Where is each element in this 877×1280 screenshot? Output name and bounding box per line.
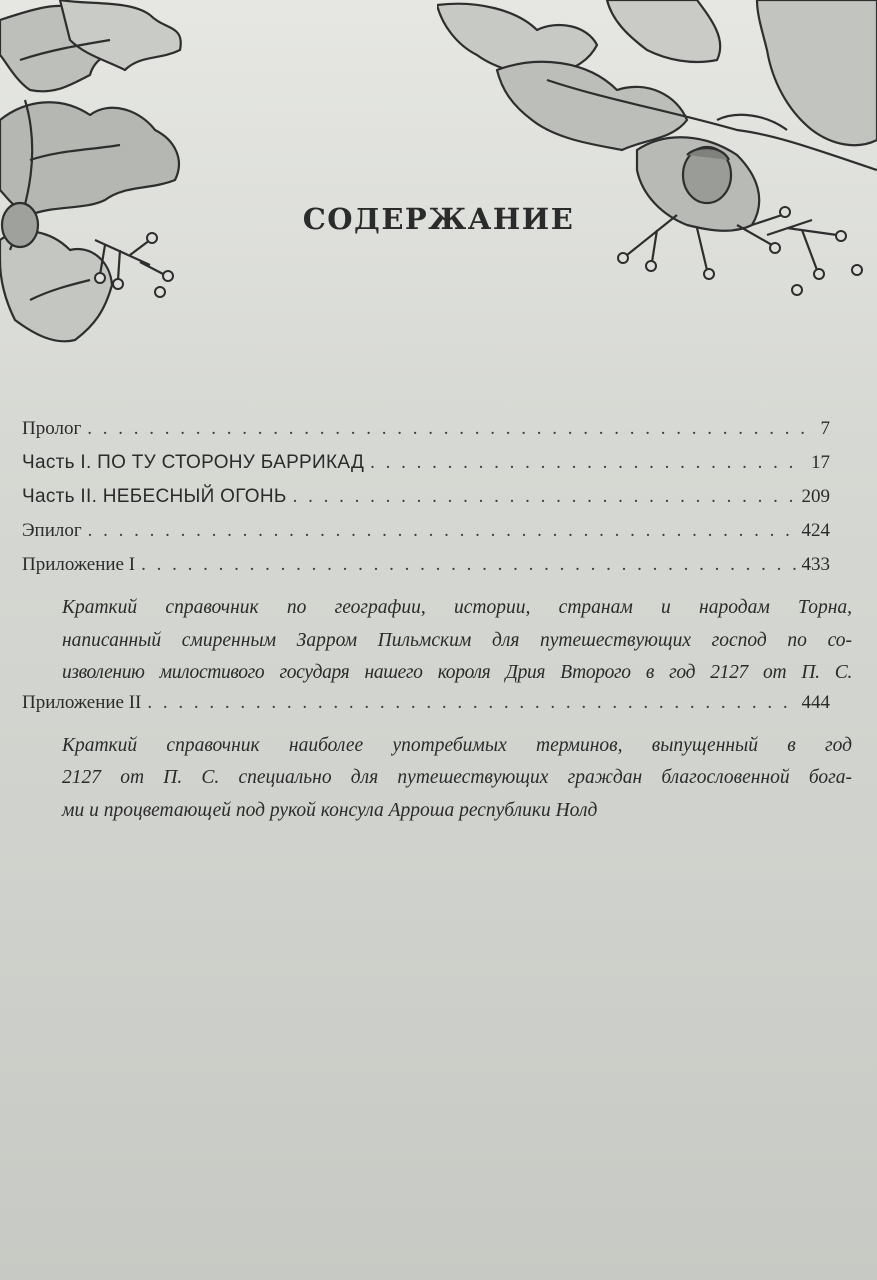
- dot-leader: [141, 554, 795, 576]
- toc-entry-label: Часть II. НЕБЕСНЫЙ ОГОНЬ: [22, 486, 287, 507]
- toc-entry-label: Часть I. ПО ТУ СТОРОНУ БАРРИКАД: [22, 452, 365, 473]
- description-line: написанный смиренным Зарром Пильмским для путешествующих господ по со-: [62, 629, 852, 651]
- toc-entry-appendix-2[interactable]: [22, 692, 830, 726]
- toc-entry-page: 17: [811, 452, 830, 473]
- toc-entry-epilogue[interactable]: [22, 520, 830, 554]
- toc-entry-label: Приложение I: [22, 554, 136, 575]
- oak-leaves-ornament-right: [437, 0, 877, 300]
- dot-leader: [370, 452, 804, 474]
- description-line: изволению милостивого государя нашего короля Дрия Второго в год 2127 от П. С.: [62, 662, 852, 683]
- description-line: ми и процветающей под рукой консула Арроша республики Нолд: [62, 799, 598, 821]
- appendix-2-description: [62, 726, 852, 830]
- oak-leaves-ornament-left: [0, 0, 200, 360]
- description-line: 2127 от П. С. специально для путешествующих граждан благословенной бога-: [62, 767, 852, 788]
- toc-entry-part-2[interactable]: [22, 486, 830, 520]
- toc-entry-part-1[interactable]: [22, 452, 830, 486]
- toc-entry-page: 7: [820, 418, 830, 439]
- table-of-contents: [22, 418, 852, 829]
- toc-entry-page: 433: [801, 554, 830, 575]
- dot-leader: [87, 418, 804, 440]
- toc-entry-page: 444: [801, 691, 830, 713]
- toc-entry-label: Приложение II: [22, 691, 142, 713]
- description-line: Краткий справочник наиболее употребимых терминов, выпущенный в год: [62, 734, 852, 756]
- appendix-1-description: [62, 588, 852, 692]
- dot-leader: [293, 486, 796, 508]
- dot-leader: [88, 520, 796, 542]
- toc-entry-appendix-1[interactable]: [22, 554, 830, 588]
- toc-entry-label: Пролог: [22, 418, 82, 439]
- toc-title: СОДЕРЖАНИЕ: [302, 202, 575, 236]
- dot-leader: [147, 692, 795, 714]
- toc-entry-label: Эпилог: [22, 520, 82, 541]
- toc-entry-page: 209: [801, 486, 830, 507]
- description-line: Краткий справочник по географии, истории, странам и народам Торна,: [62, 597, 852, 618]
- toc-entry-prologue[interactable]: [22, 418, 830, 452]
- toc-entry-page: 424: [801, 520, 830, 541]
